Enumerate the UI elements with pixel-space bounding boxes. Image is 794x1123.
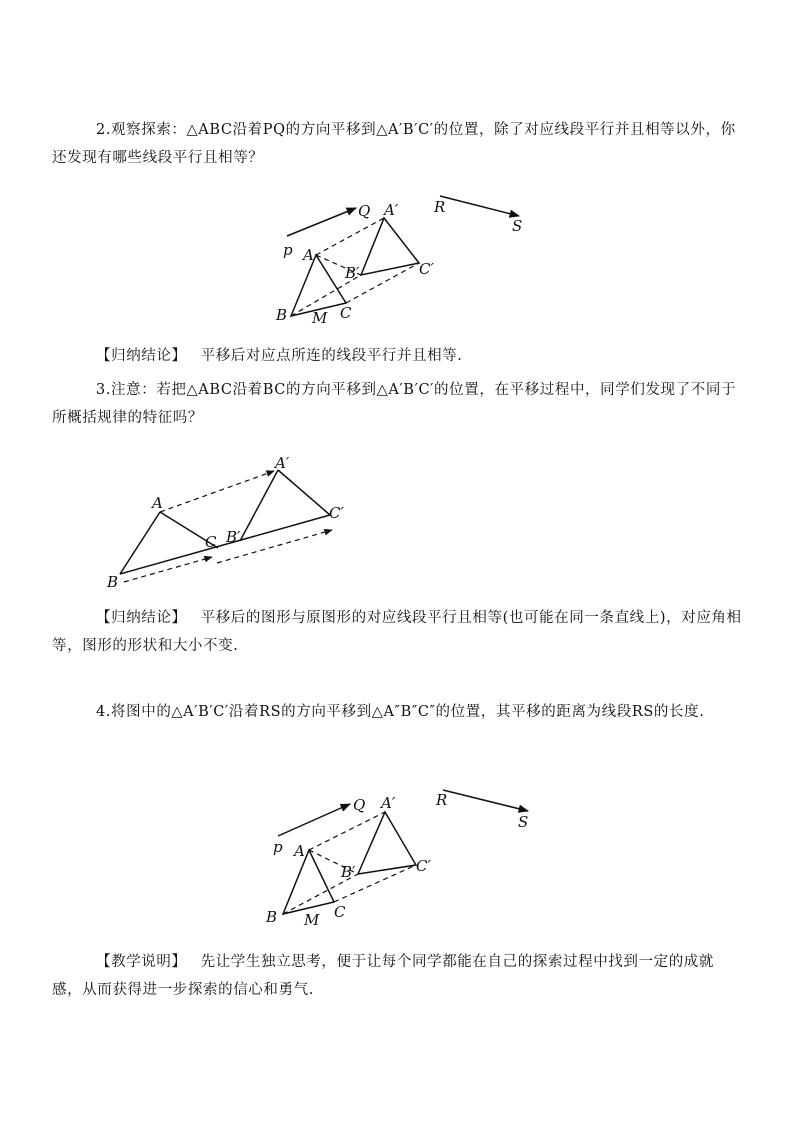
- triangle-abc-prime: [358, 812, 416, 874]
- label-b: B: [276, 306, 288, 324]
- label-c: C: [205, 533, 217, 551]
- dash-cc: [334, 865, 416, 902]
- label-m: M: [312, 309, 328, 327]
- dash-arrow-cc: [217, 530, 332, 563]
- conclusion-1: [96, 342, 746, 370]
- label-c: C: [340, 304, 352, 322]
- conclusion-1-text: 平移后对应点所连的线段平行并且相等.: [200, 348, 463, 364]
- label-s: S: [518, 813, 529, 831]
- label-b: B: [107, 573, 119, 591]
- dash-ab-prime: [309, 850, 358, 874]
- triangle-abc-prime: [361, 218, 419, 275]
- line-bc-prime: [120, 515, 330, 574]
- vector-rs: [443, 790, 528, 811]
- conclusion-2-text: 平移后的图形与原图形的对应线段平行且相等(也可能在同一条直线上)，对应角相等，图形的形状和大小不变.: [52, 610, 742, 654]
- label-a-prime: A′: [275, 454, 290, 472]
- dash-aa: [316, 218, 384, 255]
- triangle-abc: [283, 850, 334, 914]
- label-q: Q: [353, 796, 366, 814]
- label-c: C: [334, 903, 346, 921]
- dash-ab-prime: [316, 255, 361, 275]
- label-c-prime: C′: [419, 260, 434, 278]
- vector-pq: [287, 208, 356, 236]
- label-m: M: [304, 911, 320, 929]
- dash-arrow-bb: [124, 557, 212, 582]
- teaching-note-text: 先让学生独立思考，便于让每个同学都能在自己的探索过程中找到一定的成就感，从而获得进一步探索的信心和勇气.: [52, 954, 715, 998]
- label-a: A: [294, 842, 305, 860]
- label-c-prime: C′: [329, 504, 344, 522]
- vector-rs: [440, 196, 519, 216]
- label-c-prime: C′: [416, 857, 431, 875]
- label-s: S: [512, 217, 523, 235]
- section-2-text: 2.观察探索：△ABC沿着PQ的方向平移到△A′B′C′的位置，除了对应线段平行并且相等以外，你还发现有哪些线段平行且相等？: [52, 122, 736, 166]
- dash-cc: [346, 263, 419, 303]
- side-a-prime-c-prime: [278, 470, 330, 515]
- dash-arrow-aa: [160, 471, 274, 512]
- side-a-prime-b-prime: [240, 470, 278, 541]
- dash-aa: [309, 812, 385, 850]
- vector-pq: [278, 804, 350, 836]
- label-a: A: [303, 246, 314, 264]
- label-a-prime: A′: [381, 794, 396, 812]
- teaching-note: [52, 948, 742, 1004]
- section-3-text: 3.注意：若把△ABC沿着BC的方向平移到△A′B′C′的位置，在平移过程中，同学们发现了不同于所概括规律的特征吗？: [52, 382, 737, 426]
- label-b-prime: B′: [345, 264, 360, 282]
- side-ac: [160, 512, 218, 548]
- conclusion-2: [52, 604, 742, 660]
- dash-bb: [291, 275, 361, 316]
- section-4-text: 4.将图中的△A′B′C′沿着RS的方向平移到△A″B″C″的位置，其平移的距离为线段RS的长度.: [96, 704, 705, 720]
- triangle-abc: [291, 255, 346, 316]
- conclusion-1-tag: 【归纳结论】: [96, 348, 187, 364]
- label-r: R: [434, 198, 446, 216]
- side-ab: [120, 512, 160, 574]
- label-p: p: [273, 838, 283, 856]
- label-a: A: [152, 494, 163, 512]
- label-q: Q: [358, 202, 371, 220]
- label-a-prime: A′: [384, 201, 399, 219]
- label-b-prime: B′: [341, 863, 356, 881]
- label-b: B: [266, 908, 278, 926]
- label-b-prime: B′: [226, 528, 241, 546]
- dash-bb: [283, 874, 358, 914]
- conclusion-2-tag: 【归纳结论】: [96, 610, 187, 626]
- teaching-note-tag: 【教学说明】: [96, 954, 187, 970]
- label-r: R: [436, 791, 448, 809]
- label-p: p: [283, 241, 293, 259]
